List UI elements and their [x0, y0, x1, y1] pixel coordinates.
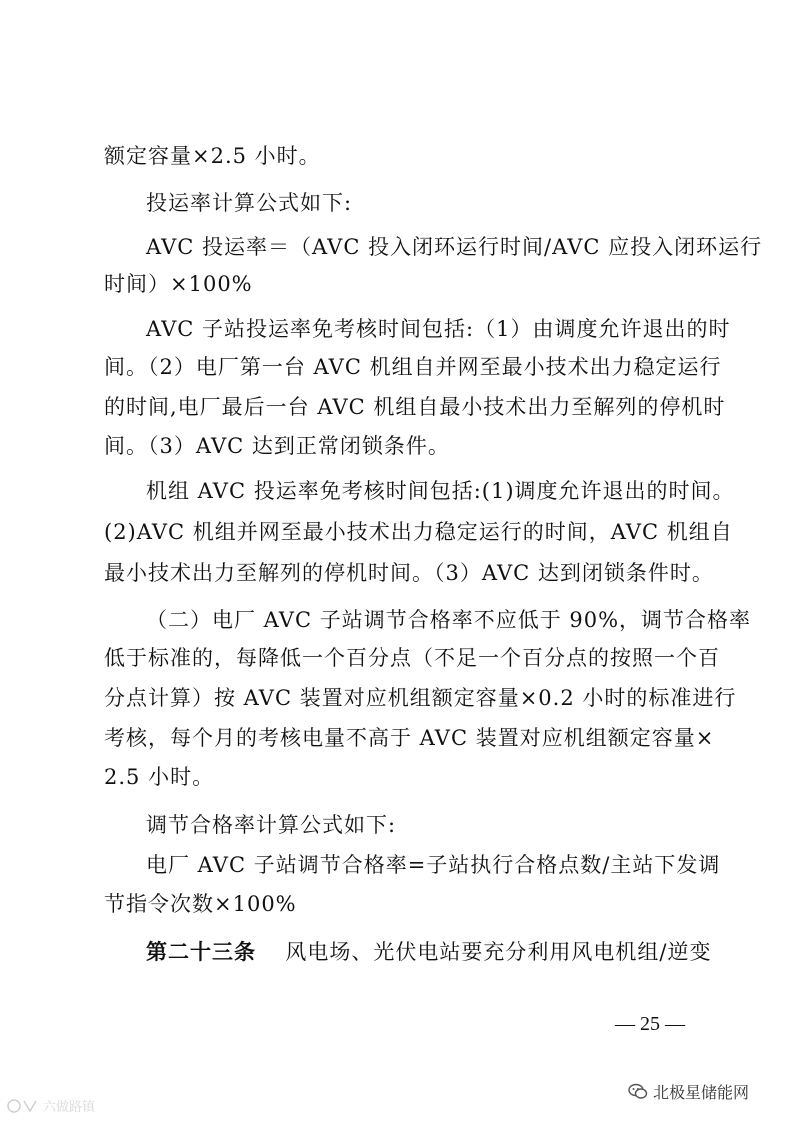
body-line-19: 节指令次数×100% — [104, 892, 297, 916]
body-line-16: 2.5 小时。 — [104, 765, 215, 789]
article-heading: 第二十三条 — [146, 939, 256, 964]
body-line-1: 额定容量×2.5 小时。 — [104, 144, 321, 168]
watermark-left-text: 六做路镇 — [43, 1100, 96, 1115]
body-line-8: 间。（3）AVC 达到正常闭锁条件。 — [104, 434, 450, 458]
watermark-logo-icon — [6, 1098, 40, 1114]
body-line-12: （二）电厂 AVC 子站调节合格率不应低于 90%，调节合格率 — [146, 608, 752, 632]
article-line — [146, 937, 736, 967]
watermark-left — [6, 1096, 95, 1115]
page-number: — 25 — — [615, 1013, 685, 1035]
article-text: 风电场、光伏电站要充分利用风电机组/逆变 — [285, 940, 712, 964]
body-line-11: 最小技术出力至解列的停机时间。（3）AVC 达到闭锁条件时。 — [104, 561, 714, 585]
body-line-7: 的时间,电厂最后一台 AVC 机组自最小技术出力至解列的停机时 — [104, 395, 726, 419]
body-line-17: 调节合格率计算公式如下: — [146, 813, 397, 837]
wechat-icon — [628, 1083, 648, 1100]
body-line-4: 时间）×100% — [104, 272, 253, 296]
body-line-18: 电厂 AVC 子站调节合格率=子站执行合格点数/主站下发调 — [146, 853, 721, 877]
body-line-5: AVC 子站投运率免考核时间包括:（1）由调度允许退出的时 — [146, 317, 731, 341]
watermark-right — [628, 1080, 749, 1103]
body-line-10: (2)AVC 机组并网至最小技术出力稳定运行的时间，AVC 机组自 — [104, 520, 733, 544]
body-line-2: 投运率计算公式如下: — [146, 191, 353, 215]
body-line-13: 低于标准的，每降低一个百分点（不足一个百分点的按照一个百 — [104, 646, 720, 670]
watermark-right-text: 北极星储能网 — [653, 1083, 750, 1102]
body-line-14: 分点计算）按 AVC 装置对应机组额定容量×0.2 小时的标准进行 — [104, 686, 737, 710]
body-line-15: 考核，每个月的考核电量不高于 AVC 装置对应机组额定容量× — [104, 726, 715, 750]
body-line-6: 间。（2）电厂第一台 AVC 机组自并网至最小技术出力稳定运行 — [104, 355, 722, 379]
body-line-9: 机组 AVC 投运率免考核时间包括:(1)调度允许退出的时间。 — [146, 479, 735, 503]
body-line-3: AVC 投运率＝（AVC 投入闭环运行时间/AVC 应投入闭环运行 — [146, 235, 763, 259]
